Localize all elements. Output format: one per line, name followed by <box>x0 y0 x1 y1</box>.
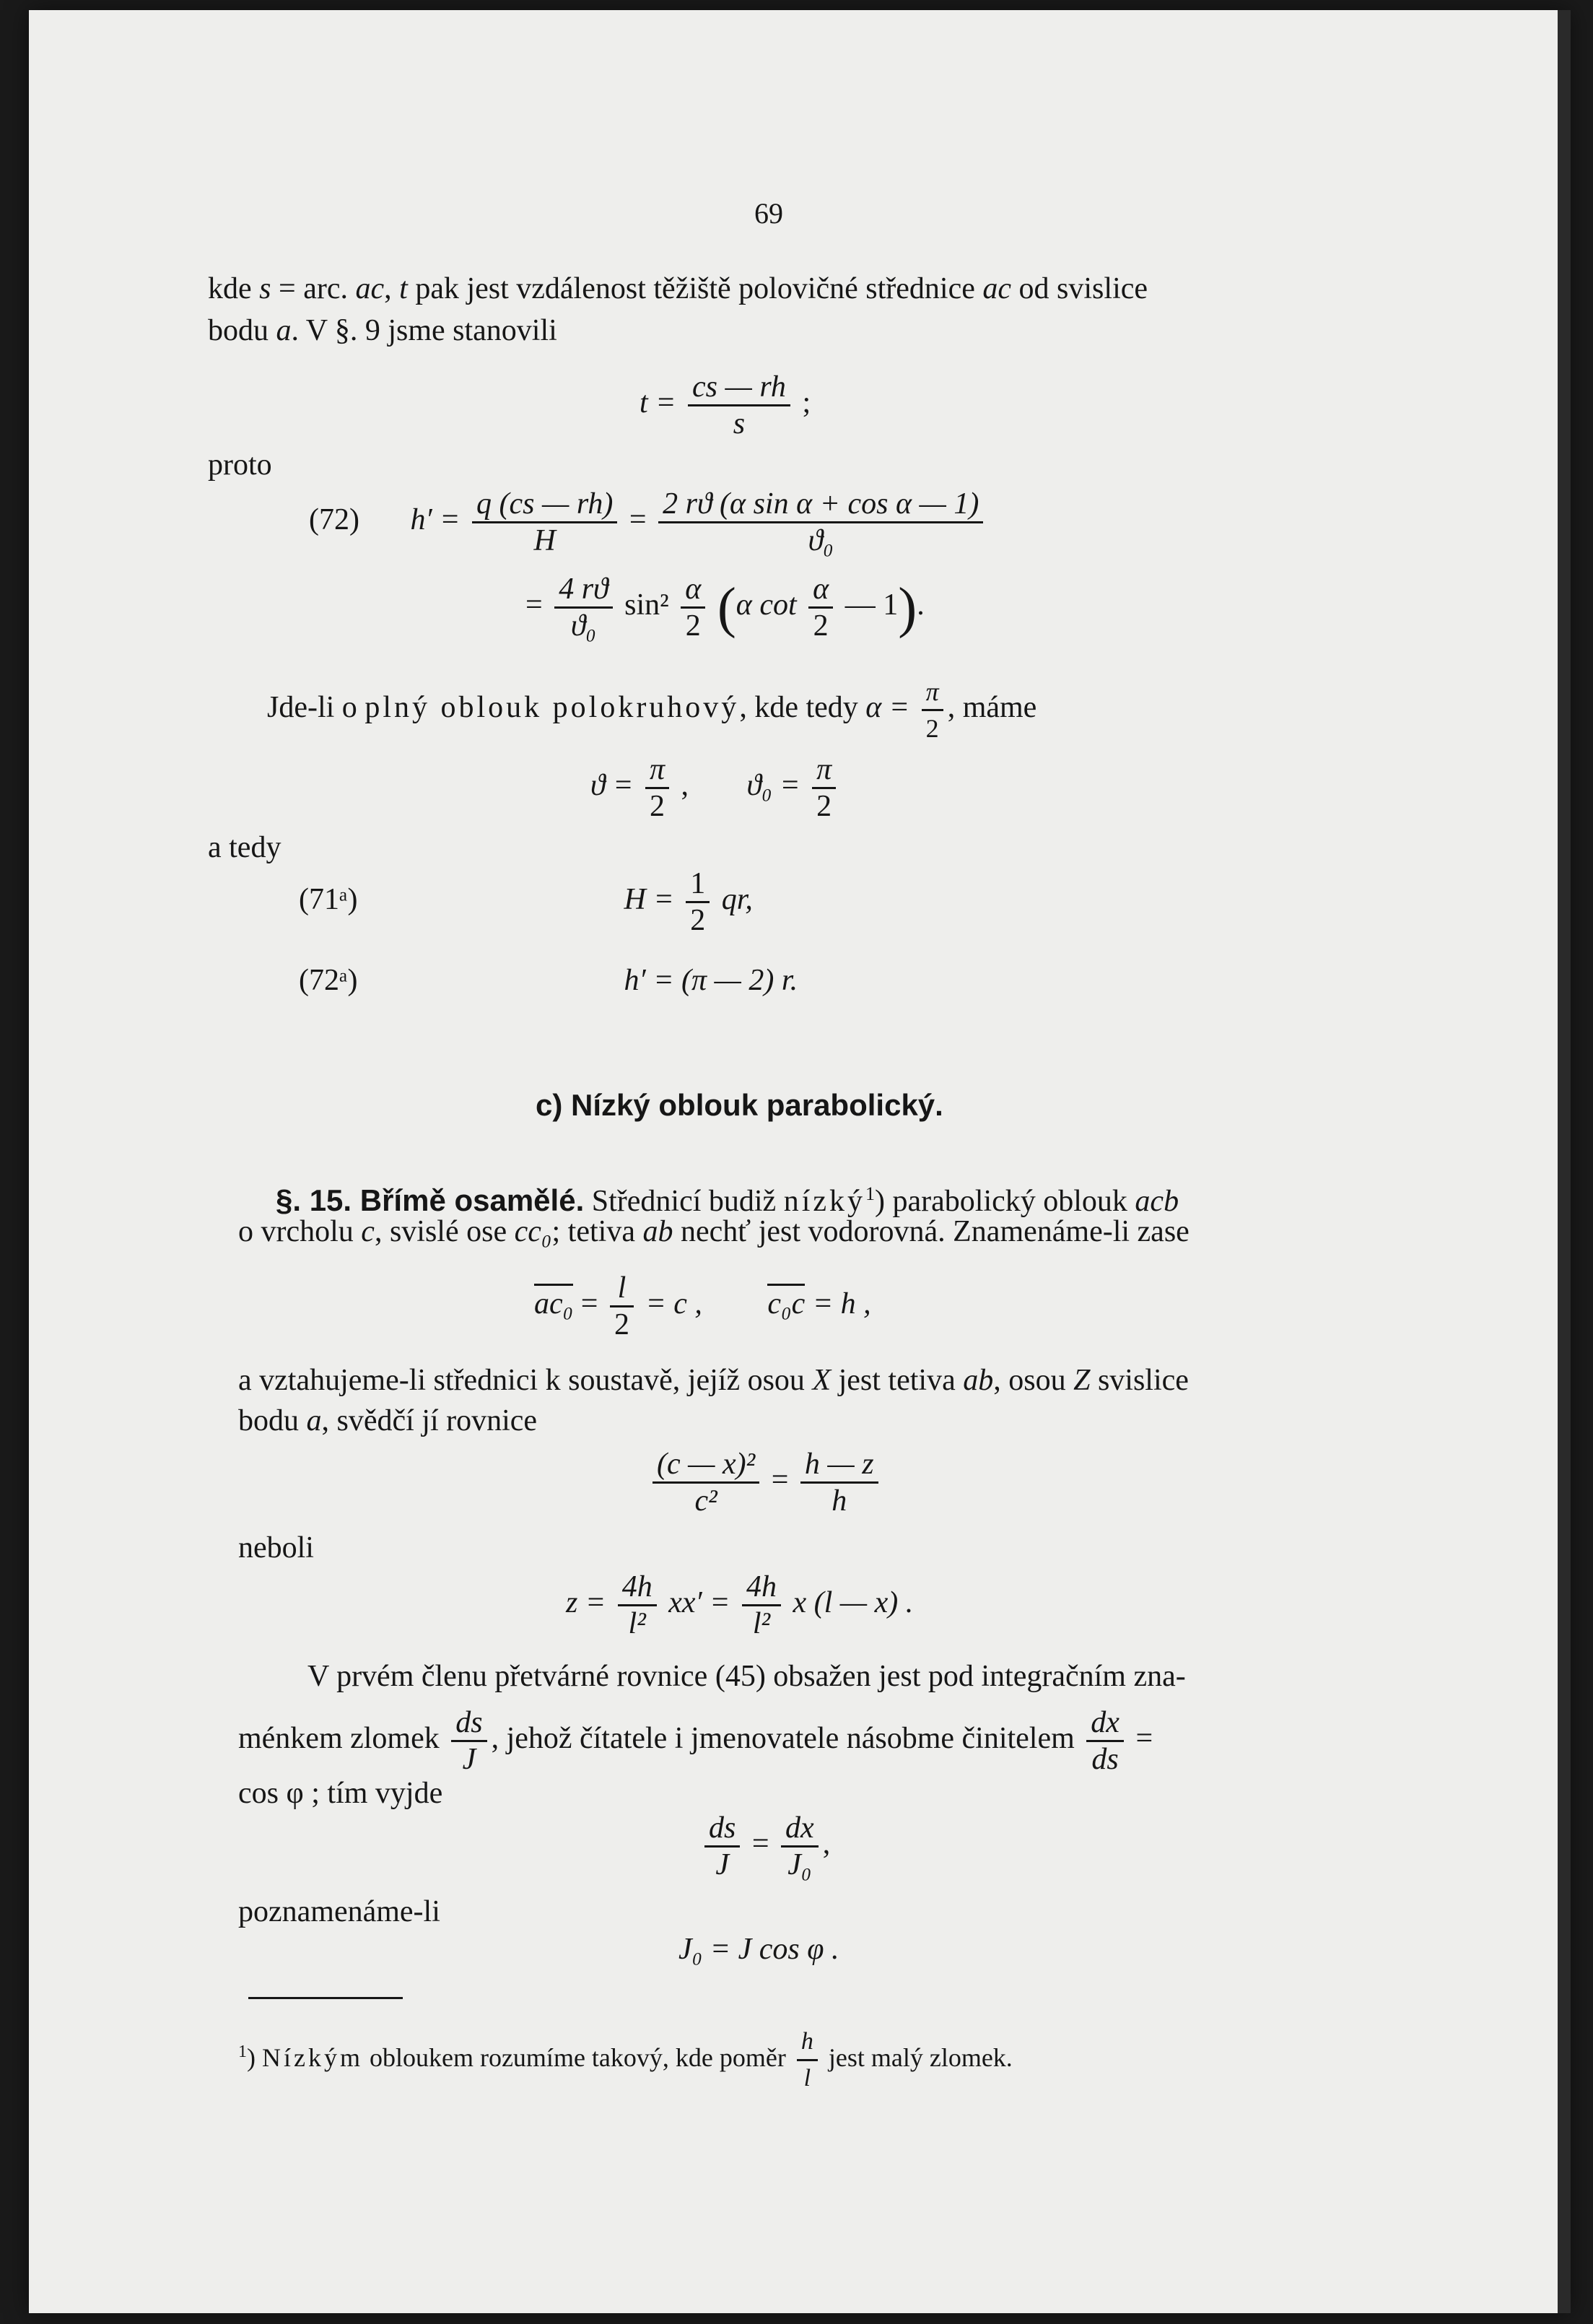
paragraph-v-line-2: ménkem zlomek $\frac{ds}{J}$ , jehož čítatele i jmenovatele násobme činitelem $\frac{dx}{ds}$ = <box>238 1706 1153 1776</box>
equation-z: z = $\frac{4h}{\text{l²}}$ xx′ = $\frac{4h}{\text{l²}}$ x (l — x) . <box>566 1570 914 1640</box>
equation-72-continued: = $\frac{4 rϑ}{\text{ϑ₀}}$ sin² $\frac{\alpha}{2}$ (α cot $\frac{\alpha}{2}$ — 1). <box>525 573 925 643</box>
paragraph-v-line-3: cos φ ; tím vyjde <box>238 1777 443 1810</box>
footnote-rule <box>248 1997 403 1999</box>
text-jde-li: Jde-li o plný oblouk polokruhový, kde tedy α = $\frac{\pi}{2}$ , máme <box>267 674 1036 746</box>
text-line-1: kde s = arc. ac, t pak jest vzdálenost těžiště polovičné střednice ac od svislice <box>208 272 1148 305</box>
page-edge-shadow <box>1558 10 1571 2313</box>
equation-72: (72) h′ = $\frac{q (cs — rh)}{H}$ = $\frac{\text{2 rϑ (α sin α + cos α — 1)}}{\text{ϑ₀}}$ <box>309 487 987 558</box>
equation-parabola: $\frac{\text{(c — x)²}}{\text{c²}}$ = $\frac{h — z}{h}$ <box>648 1447 883 1518</box>
text-line-2: bodu a. V §. 9 jsme stanovili <box>208 314 557 347</box>
paragraph-15-line-2: o vrcholu c, svislé ose cc₀; tetiva ab nechť jest vodorovná. Znamenáme-li zase <box>238 1215 1190 1248</box>
paragraph-v-line-1: V prvém členu přetvárné rovnice (45) obsažen jest pod integračním zna- <box>307 1660 1186 1693</box>
equation-j0: J₀ = J cos φ . <box>678 1933 839 1966</box>
paragraph-soustava-line-1: a vztahujeme-li střednici k soustavě, jejíž osou X jest tetiva ab, osou Z svislice <box>238 1364 1189 1397</box>
equation-ac0: ac₀ = $\frac{l}{2}$ = c , c₀c = h , <box>534 1271 871 1341</box>
page-number: 69 <box>754 197 783 230</box>
text-a-tedy: a tedy <box>208 831 281 864</box>
equation-71a: (71ᵃ) H = $\frac{1}{2}$ qr, <box>299 867 753 937</box>
equation-t: t = $\frac{cs — rh}{s}$ ; <box>640 370 811 440</box>
equation-theta: ϑ = $\frac{\pi}{2}$ , ϑ₀ = $\frac{\pi}{2}$ <box>590 752 840 824</box>
section-heading: c) Nízký oblouk parabolický. <box>536 1088 943 1122</box>
text-poznamename: poznamenáme-li <box>238 1895 440 1928</box>
text-proto: proto <box>208 448 272 482</box>
book-page <box>29 10 1571 2313</box>
equation-72a: (72ᵃ) h′ = (π — 2) r. <box>299 964 798 997</box>
footnote: $^1$) Nízkým obloukem rozumíme takový, kde poměr $\frac{h}{l}$ jest malý zlomek. <box>238 2024 1013 2096</box>
text-neboli: neboli <box>238 1531 314 1564</box>
equation-ds: $\frac{ds}{J}$ = $\frac{dx}{\text{J₀}}$ , <box>700 1811 830 1882</box>
paragraph-15-line-1: §. 15. Břímě osamělé. Střednicí budiž nízký$^1$) parabolický oblouk acb <box>276 1183 1179 1218</box>
paragraph-soustava-line-2: bodu a, svědčí jí rovnice <box>238 1404 538 1437</box>
